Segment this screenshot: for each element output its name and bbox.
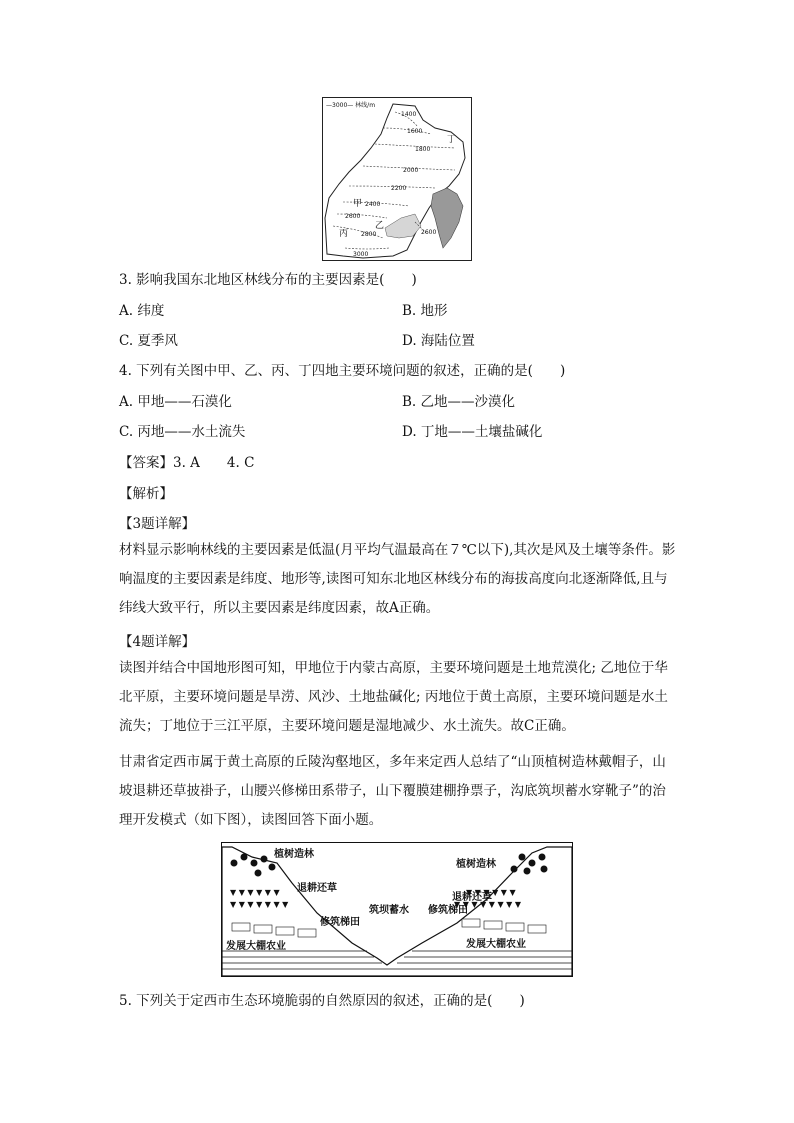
label-dam: 筑坝蓄水 — [369, 905, 409, 916]
place-bing: 丙 — [339, 229, 349, 239]
label-left-grass: 退耕还草 — [297, 883, 337, 894]
label-left-terrace: 修筑梯田 — [320, 917, 360, 928]
q4-option-d: D. 丁地——土壤盐碱化 — [402, 424, 543, 440]
analysis-label: 【解析】 — [119, 486, 173, 502]
map-svg — [323, 98, 471, 260]
detail-4-text: 读图并结合中国地形图可知，甲地位于内蒙古高原，主要环境问题是土地荒漠化; 乙地位于华北平原，主要环境问题是旱涝、风沙、土地盐碱化; 丙地位于黄土高原，主要环境问题是水土流失；丁地位于三江平原，主要环境问题是湿地减少、水土流失。故C正确。 — [119, 660, 668, 734]
label-right-terrace: 修筑梯田 — [428, 905, 468, 916]
svg-text:▼ ▼ ▼ ▼ ▼ ▼: ▼ ▼ ▼ ▼ ▼ ▼ — [466, 888, 516, 897]
contour-label: 1800 — [415, 146, 431, 153]
question-4-stem: 4. 下列有关图中甲、乙、丙、丁四地主要环境问题的叙述，正确的是( ) — [119, 363, 566, 379]
forest-line-map — [322, 97, 472, 261]
svg-text:▼ ▼ ▼ ▼ ▼ ▼ ▼: ▼ ▼ ▼ ▼ ▼ ▼ ▼ — [230, 900, 289, 909]
contour-label: 2400 — [365, 201, 381, 208]
svg-text:▼ ▼ ▼ ▼ ▼ ▼ ▼ ▼: ▼ ▼ ▼ ▼ ▼ ▼ ▼ ▼ — [454, 900, 522, 909]
contour-label: 3000 — [353, 251, 369, 258]
label-left-forest: 植树造林 — [274, 849, 314, 860]
place-yi: 乙 — [375, 221, 385, 231]
contour-label: 1600 — [407, 128, 423, 135]
intro-text: 甘肃省定西市属于黄土高原的丘陵沟壑地区，多年来定西人总结了“山顶植树造林戴帽子，山坡退耕还草披褂子，山腰兴修梯田系带子，山下覆膜建棚挣票子，沟底筑坝蓄水穿靴子”的治理开发模式（如下图），读图回答下面小题。 — [119, 754, 666, 828]
place-ding: 丁 — [447, 135, 457, 145]
contour-label: 2600 — [345, 213, 361, 220]
answer-line: 【答案】3. A 4. C — [119, 455, 255, 471]
detail-3-label: 【3题详解】 — [119, 516, 196, 532]
contour-label: 2200 — [391, 185, 407, 192]
contour-label: 2600 — [421, 229, 437, 236]
svg-text:▼ ▼ ▼ ▼ ▼ ▼: ▼ ▼ ▼ ▼ ▼ ▼ — [230, 888, 280, 897]
label-right-forest: 植树造林 — [456, 859, 496, 870]
question-5-stem: 5. 下列关于定西市生态环境脆弱的自然原因的叙述，正确的是( ) — [119, 993, 525, 1009]
place-jia: 甲 — [353, 199, 363, 209]
q3-option-a: A. 纬度 — [119, 303, 165, 319]
q3-option-d: D. 海陆位置 — [402, 333, 475, 349]
contour-label: 2800 — [361, 231, 377, 238]
q4-option-c: C. 丙地——水土流失 — [119, 424, 246, 440]
map-legend: —3000— 林线/m — [326, 102, 376, 109]
q3-option-c: C. 夏季风 — [119, 333, 178, 349]
detail-3-text: 材料显示影响林线的主要因素是低温(月平均气温最高在７℃以下),其次是风及土壤等条件。影响温度的主要因素是纬度、地形等,读图可知东北地区林线分布的海拔高度向北逐渐降低,且与纬线大致平行，所以主要因素是纬度因素，故A正确。 — [119, 542, 676, 616]
question-3-stem: 3. 影响我国东北地区林线分布的主要因素是( ) — [119, 272, 417, 288]
label-left-farm: 发展大棚农业 — [226, 941, 286, 952]
contour-label: 1400 — [401, 111, 417, 118]
q4-option-a: A. 甲地——石漠化 — [119, 394, 232, 410]
terrace-svg — [222, 843, 572, 976]
q3-option-b: B. 地形 — [402, 303, 448, 319]
contour-label: 2000 — [403, 167, 419, 174]
detail-4-label: 【4题详解】 — [119, 634, 196, 650]
q4-option-b: B. 乙地——沙漠化 — [402, 394, 516, 410]
label-right-farm: 发展大棚农业 — [466, 939, 526, 950]
label-right-grass: 退耕还草 — [452, 892, 492, 903]
terrace-diagram — [221, 842, 573, 977]
